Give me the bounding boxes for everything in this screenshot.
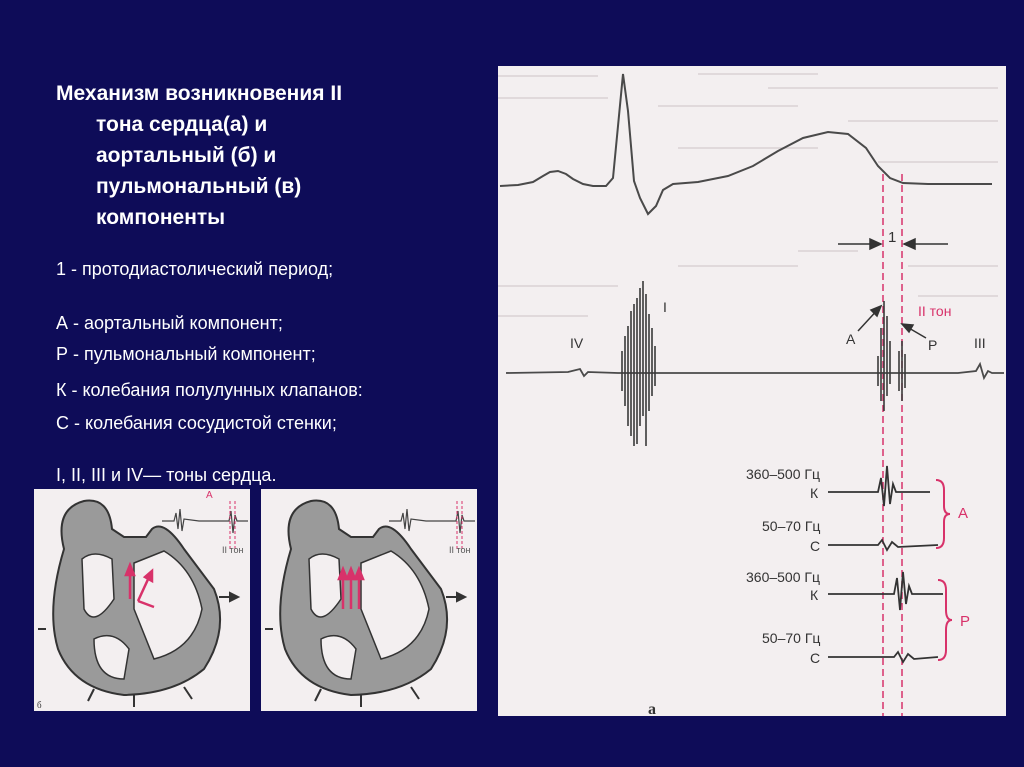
bracket-pulmonary [938,580,952,660]
component-row [762,630,938,666]
mini-label-ii: II тон [449,545,471,555]
heart-diagram-aortic [34,489,250,711]
second-tone-label: II тон [918,303,952,319]
bracket-aortic-label: А [958,505,969,522]
interval-label: 1 [888,229,897,246]
first-tone-label: I [663,299,667,315]
aortic-label: A [846,331,856,347]
definition-heart-tones: I, II, III и IV— тоны сердца. [56,465,277,485]
title-line: аортальный (б) и [96,144,277,167]
phonocardiogram-figure [498,66,1006,716]
title-line: пульмональный (в) [96,175,302,198]
definition-valves: К - колебания полулунных клапанов: [56,380,363,400]
pulmonary-label: P [928,337,938,353]
ecg-trace [500,74,992,214]
definition-protodiastolic: 1 - протодиастолический период; [56,259,334,279]
third-tone-label: III [974,335,986,351]
phonocardiogram-svg [498,66,1006,716]
heart-diagram-pulmonary [261,489,477,711]
slide-title [56,78,476,233]
component-letter: С [810,538,821,554]
title-line: Механизм возникновения II [56,82,343,105]
bracket-aortic [936,480,950,548]
first-tone-burst [622,281,655,446]
figure-caption-b: б [37,700,42,710]
component-row [762,518,938,554]
figure-caption: а [648,701,656,716]
background-print [498,74,998,316]
component-letter: К [810,587,819,603]
definition-vessel-wall: С - колебания сосудистой стенки; [56,413,337,433]
a-p-pointers [858,306,926,338]
title-line: тона сердца(а) и [96,113,268,136]
component-letter: С [810,650,821,666]
component-letter: К [810,485,819,501]
component-row [746,569,943,610]
frequency-label: 50–70 Гц [762,630,821,646]
mini-label-ii: II тон [222,545,244,555]
pcg-baseline [506,364,1004,378]
definition-pulmonary: Р - пульмональный компонент; [56,344,316,364]
frequency-label: 360–500 Гц [746,569,820,585]
definition-aortic: А - аортальный компонент; [56,313,283,333]
red-flow-arrows [339,569,363,609]
second-tone-burst [878,301,905,411]
mini-label-a: A [206,490,213,501]
bracket-pulmonary-label: Р [960,613,971,630]
title-line: компоненты [96,206,226,229]
heart-diagram-pulmonary-svg [261,489,477,711]
heart-diagram-aortic-svg [34,489,250,711]
frequency-label: 50–70 Гц [762,518,821,534]
frequency-label: 360–500 Гц [746,466,820,482]
fourth-tone-label: IV [570,335,584,351]
